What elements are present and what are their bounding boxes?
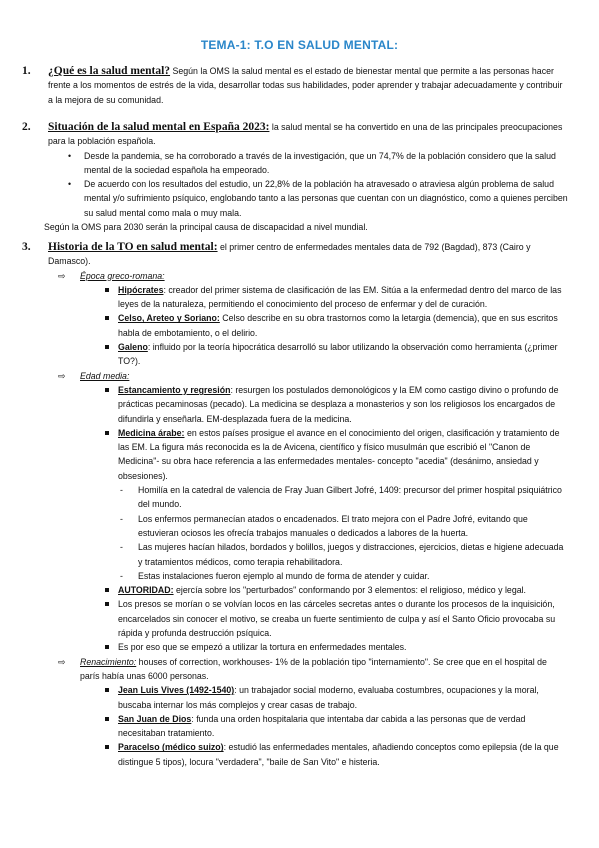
period-greco-romana bbox=[48, 269, 568, 283]
list-item: - Las mujeres hacían hilados, bordados y bolillos, juegos y distracciones, ejercicios, dietas e higiene adecuada y tratamientos médicos, como terapia rehabilitadora. bbox=[48, 540, 568, 569]
arrow-icon: ⇨ bbox=[58, 656, 66, 667]
list-item bbox=[48, 426, 568, 483]
page-title: TEMA-1: T.O EN SALUD MENTAL: bbox=[200, 38, 399, 52]
period-renacimiento bbox=[48, 655, 568, 684]
square-bullet-list bbox=[48, 683, 568, 769]
item-term: Paracelso (médico suizo) bbox=[118, 742, 224, 753]
item-term: Galeno bbox=[118, 342, 148, 353]
item-term: Jean Luis Vives (1492-1540) bbox=[118, 685, 235, 696]
item-text: ejercía sobre los "perturbados" conformando por 3 elementos: el religioso, médico y legal. bbox=[173, 585, 527, 596]
period-edad-media bbox=[48, 369, 568, 383]
arrow-icon: ⇨ bbox=[58, 370, 66, 381]
section-heading: ¿Qué es la salud mental? bbox=[48, 65, 171, 77]
item-text: : funda una orden hospitalaria que intentaba dar cabida a las personas que de verdad necesitaban tratamiento. bbox=[118, 713, 526, 739]
list-item bbox=[48, 683, 568, 712]
item-text: : resurgen los postulados demonológicos y la EM como castigo divino o profundo de prácticas pecaminosas (pecado). La medicina se desplaza a monasterios y son los religiosos los encargados de difundirla y enseñarla. EM-desplazada fuera de la medicina. bbox=[118, 384, 559, 424]
list-item: - Estas instalaciones fueron ejemplo al mundo de forma de atender y cuidar. bbox=[48, 569, 568, 583]
period-label: Época greco-romana: bbox=[80, 270, 165, 281]
list-item: • De acuerdo con los resultados del estudio, un 22,8% de la población ha atravesado o atraviesa algún problema de salud mental y/o sufrimiento psíquico, englobando tanto a las personas que cuentan con un diagnóstico, como a quienes perciben su salud mental como mala o muy mala. bbox=[48, 177, 568, 220]
square-bullet-list bbox=[48, 283, 568, 369]
item-text: : un trabajador social moderno, evaluaba costumbres, ocupaciones y la moral, buscaba internar los más complejos y crear casas de trabajo. bbox=[118, 685, 539, 710]
list-item: Es por eso que se empezó a utilizar la tortura en enfermedades mentales. bbox=[48, 640, 568, 654]
square-bullet-list bbox=[48, 383, 568, 483]
section-number: 3. bbox=[22, 241, 31, 253]
square-bullet-list bbox=[48, 583, 568, 654]
item-text: en estos países prosigue el avance en el conocimiento del origen, clasificación y tratamiento de las EM. La figura más reconocida es la de Avicena, científico y físico musulmán que escribió el "Canon de Medicina"- su obra hace referencia a las enfermedades mentales- concepto "acedia" (desánimo, ansiedad y obsesiones). bbox=[118, 427, 560, 481]
list-item bbox=[48, 383, 568, 426]
list-item bbox=[48, 583, 568, 597]
list-item bbox=[48, 340, 568, 369]
item-text: : estudió las enfermedades mentales, añadiendo conceptos como epilepsia (de la que distingue 5 tipos), locura "verdadera", "baile de San Vito" e histeria. bbox=[118, 742, 559, 767]
item-term: Hipócrates bbox=[118, 284, 164, 295]
section-heading: Historia de la TO en salud mental: bbox=[48, 241, 218, 253]
arrow-icon: ⇨ bbox=[58, 270, 66, 281]
item-text: : influido por la teoría hipocrática desarrolló su labor utilizando la observación como herramienta (¿primer TO?). bbox=[118, 342, 558, 367]
list-item: - Homilía en la catedral de valencia de Fray Juan Gilbert Jofré, 1409: precursor del primer hospital psiquiátrico del mundo. bbox=[48, 483, 568, 512]
section-text: el primer centro de enfermedades mentales data de 792 (Bagdad), 873 (Cairo y Damasco). bbox=[48, 242, 531, 267]
list-item: - Los enfermos permanecían atados o encadenados. El trato mejora con el Padre Jofré, evitando que estuvieran ociosos les ofrecía trabajos manuales o dedicados a labores de la huerta. bbox=[48, 512, 568, 541]
section-1 bbox=[22, 64, 568, 107]
period-label: Renacimiento: bbox=[80, 656, 137, 667]
section-3 bbox=[22, 240, 568, 769]
item-term: Estancamiento y regresión bbox=[118, 384, 231, 395]
item-term: San Juan de Dios bbox=[118, 713, 192, 724]
list-item: • Desde la pandemia, se ha corroborado a través de la investigación, que un 74,7% de la población considero que la salud mental de la sociedad española ha empeorado. bbox=[48, 149, 568, 178]
list-item bbox=[48, 283, 568, 312]
item-text: : creador del primer sistema de clasificación de las EM. Sitúa a la enfermedad dentro del marco de las leyes de la naturaleza, permitiendo el conocimiento del proceso de enfermar y del de curación. bbox=[118, 284, 562, 310]
item-term: Medicina árabe: bbox=[118, 427, 185, 438]
dash-list bbox=[48, 483, 568, 583]
section-text: Según la OMS la salud mental es el estado de bienestar mental que permite a las personas hacer frente a los momentos de estrés de la vida, desarrollar todas sus habilidades, poder aprender y trabajar adecuadamente y contribuir a la mejora de su comunidad. bbox=[48, 66, 563, 105]
item-term: AUTORIDAD: bbox=[118, 585, 174, 596]
section-heading: Situación de la salud mental en España 2023: bbox=[48, 121, 270, 133]
list-item bbox=[48, 740, 568, 769]
section-number: 1. bbox=[22, 65, 31, 77]
list-item: Los presos se morían o se volvían locos en las cárceles secretas antes o durante los procesos de la inquisición, encarcelados sin conocer el motivo, se creaba un fuerte sentimiento de culpa y así el Santo Oficio provocaba su rápida y profunda destrucción psíquica. bbox=[48, 597, 568, 640]
list-item bbox=[48, 311, 568, 340]
bullet-list bbox=[48, 149, 568, 220]
period-text: houses of correction, workhouses- 1% de la población tipo "internamiento". Se cree que en el hospital de parís había unas 6000 personas. bbox=[80, 656, 547, 681]
section-text: la salud mental se ha convertido en una de las principales preocupaciones para la población española. bbox=[48, 122, 563, 147]
item-text: Celso describe en su obra trastornos como la letargia (demencia), que en sus escritos habla de embotamiento, o el delirio. bbox=[118, 313, 558, 338]
section-2 bbox=[22, 120, 568, 234]
section-number: 2. bbox=[22, 121, 31, 133]
item-term: Celso, Areteo y Soriano: bbox=[118, 313, 220, 324]
note-text: Según la OMS para 2030 serán la principal causa de discapacidad a nivel mundial. bbox=[44, 222, 368, 233]
list-item bbox=[48, 712, 568, 741]
period-label: Edad media: bbox=[80, 370, 130, 381]
